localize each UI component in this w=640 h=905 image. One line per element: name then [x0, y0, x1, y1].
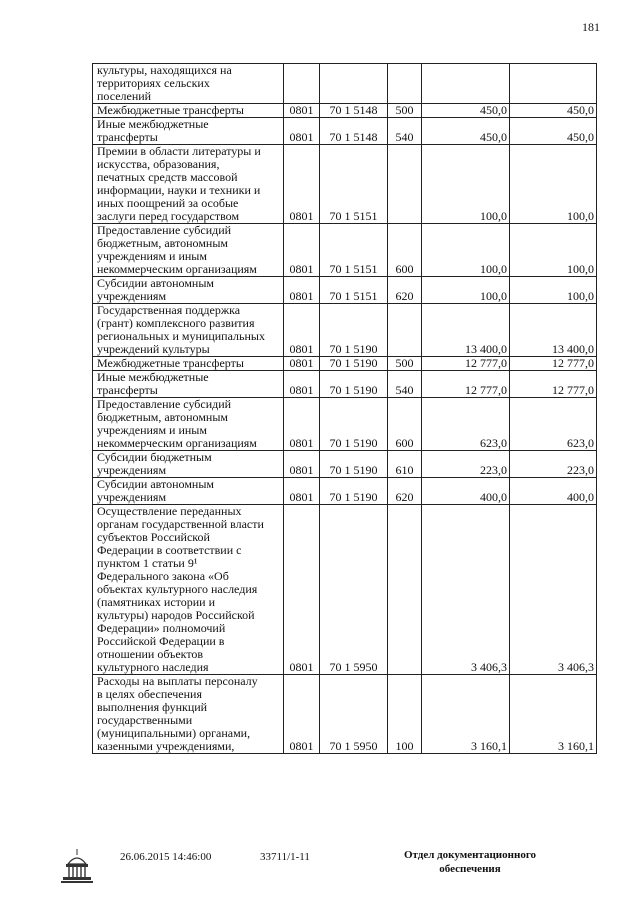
item-name-line: (муниципальными) органами, [97, 726, 251, 740]
item-name-line: органам государственной власти [97, 517, 264, 531]
target-article-cell: 70 1 5151 [320, 145, 388, 224]
duma-building-emblem-icon [60, 846, 94, 886]
amount-cell: 100,0 [422, 145, 510, 224]
amount-cell: 12 777,0 [422, 371, 510, 398]
expense-type-cell: 540 [388, 371, 422, 398]
footer-department [400, 848, 540, 876]
item-name-line: отношении объектов [97, 647, 204, 661]
section-code-cell: 0801 [284, 304, 320, 357]
table-row [93, 118, 597, 145]
amount-cell: 100,0 [422, 277, 510, 304]
item-name-line: казенными учреждениями, [97, 739, 235, 753]
amount-total-cell: 450,0 [510, 104, 597, 118]
amount-cell [422, 64, 510, 104]
expense-type-cell [388, 304, 422, 357]
item-name-line: региональных и муниципальных [97, 329, 265, 343]
item-name-line: Расходы на выплаты персоналу [97, 674, 258, 688]
section-code-cell: 0801 [284, 118, 320, 145]
amount-cell: 400,0 [422, 478, 510, 505]
page-number: 181 [582, 20, 600, 34]
item-name-cell [93, 104, 284, 118]
section-code-cell: 0801 [284, 277, 320, 304]
amount-cell: 623,0 [422, 398, 510, 451]
item-name-cell [93, 277, 284, 304]
amount-total-cell: 100,0 [510, 224, 597, 277]
item-name-cell [93, 64, 284, 104]
item-name-line: Осуществление переданных [97, 504, 242, 518]
table-row [93, 371, 597, 398]
item-name-line: выполнения функций [97, 700, 208, 714]
amount-total-cell: 100,0 [510, 277, 597, 304]
item-name-line: Государственная поддержка [97, 303, 241, 317]
item-name-line: Субсидии бюджетным [97, 450, 212, 464]
item-name-line: Межбюджетные трансферты [97, 356, 244, 370]
amount-cell: 13 400,0 [422, 304, 510, 357]
target-article-cell: 70 1 5151 [320, 224, 388, 277]
table-row [93, 224, 597, 277]
section-code-cell: 0801 [284, 371, 320, 398]
item-name-cell [93, 478, 284, 505]
item-name-line: учреждениям [97, 463, 167, 477]
item-name-line: информации, науки и техники и [97, 183, 261, 197]
amount-total-cell [510, 64, 597, 104]
item-name-line: учреждениям и иным [97, 423, 207, 437]
section-code-cell: 0801 [284, 675, 320, 754]
item-name-line: бюджетным, автономным [97, 236, 228, 250]
item-name-line: Иные межбюджетные [97, 117, 209, 131]
table-row [93, 398, 597, 451]
footer-dept-line1: Отдел документационного [403, 849, 537, 861]
expense-type-cell [388, 145, 422, 224]
item-name-line: некоммерческим организациям [97, 262, 257, 276]
section-code-cell: 0801 [284, 505, 320, 675]
expense-type-cell: 500 [388, 104, 422, 118]
expense-type-cell [388, 64, 422, 104]
expense-type-cell: 100 [388, 675, 422, 754]
item-name-cell [93, 398, 284, 451]
amount-total-cell: 13 400,0 [510, 304, 597, 357]
amount-cell: 3 406,3 [422, 505, 510, 675]
table-row [93, 277, 597, 304]
target-article-cell: 70 1 5190 [320, 451, 388, 478]
expense-type-cell: 620 [388, 478, 422, 505]
item-name-cell [93, 118, 284, 145]
item-name-cell [93, 451, 284, 478]
item-name-cell [93, 675, 284, 754]
item-name-line: учреждениям [97, 289, 167, 303]
item-name-line: территориях сельских [97, 76, 210, 90]
table-row [93, 64, 597, 104]
item-name-line: Федерации в соответствии с [97, 543, 242, 557]
item-name-line: государственными [97, 713, 193, 727]
item-name-cell [93, 145, 284, 224]
section-code-cell: 0801 [284, 478, 320, 505]
item-name-line: учреждений культуры [97, 342, 210, 356]
item-name-line: Предоставление субсидий [97, 397, 232, 411]
item-name-line: (памятниках истории и [97, 595, 216, 609]
item-name-line: культуры) народов Российской [97, 608, 255, 622]
item-name-line: трансферты [97, 383, 158, 397]
item-name-line: в целях обеспечения [97, 687, 202, 701]
table-row [93, 304, 597, 357]
footer-doc-number: 33711/1-11 [260, 851, 310, 863]
item-name-line: поселений [97, 89, 152, 103]
section-code-cell: 0801 [284, 104, 320, 118]
target-article-cell: 70 1 5950 [320, 505, 388, 675]
amount-total-cell: 100,0 [510, 145, 597, 224]
expense-type-cell: 600 [388, 398, 422, 451]
amount-total-cell: 450,0 [510, 118, 597, 145]
item-name-line: Предоставление субсидий [97, 223, 232, 237]
item-name-line: искусства, образования, [97, 157, 220, 171]
section-code-cell: 0801 [284, 398, 320, 451]
table-row [93, 505, 597, 675]
amount-total-cell: 3 160,1 [510, 675, 597, 754]
section-code-cell: 0801 [284, 145, 320, 224]
expense-type-cell: 540 [388, 118, 422, 145]
table-row [93, 145, 597, 224]
item-name-cell [93, 224, 284, 277]
target-article-cell: 70 1 5190 [320, 478, 388, 505]
target-article-cell: 70 1 5190 [320, 371, 388, 398]
item-name-line: Иные межбюджетные [97, 370, 209, 384]
item-name-line: культурного наследия [97, 660, 209, 674]
section-code-cell: 0801 [284, 451, 320, 478]
table-row [93, 451, 597, 478]
item-name-line: (грант) комплексного развития [97, 316, 255, 330]
item-name-line: бюджетным, автономным [97, 410, 228, 424]
item-name-cell [93, 371, 284, 398]
amount-total-cell: 400,0 [510, 478, 597, 505]
item-name-line: Субсидии автономным [97, 276, 214, 290]
target-article-cell: 70 1 5950 [320, 675, 388, 754]
item-name-line: объектах культурного наследия [97, 582, 258, 596]
amount-cell: 450,0 [422, 118, 510, 145]
footer-date: 26.06.2015 14:46:00 [120, 851, 212, 863]
amount-cell: 100,0 [422, 224, 510, 277]
item-name-line: заслуги перед государством [97, 209, 240, 223]
expense-type-cell: 620 [388, 277, 422, 304]
section-code-cell [284, 64, 320, 104]
item-name-line: некоммерческим организациям [97, 436, 257, 450]
budget-table [92, 63, 597, 754]
target-article-cell: 70 1 5148 [320, 118, 388, 145]
target-article-cell: 70 1 5151 [320, 277, 388, 304]
item-name-line: Российской Федерации в [97, 634, 225, 648]
item-name-cell [93, 505, 284, 675]
item-name-line: Премии в области литературы и [97, 144, 261, 158]
section-code-cell: 0801 [284, 224, 320, 277]
target-article-cell: 70 1 5190 [320, 398, 388, 451]
amount-total-cell: 3 406,3 [510, 505, 597, 675]
amount-total-cell: 12 777,0 [510, 357, 597, 371]
item-name-line: Федерального закона «Об [97, 569, 229, 583]
table-row [93, 357, 597, 371]
item-name-line: учреждениям и иным [97, 249, 207, 263]
section-code-cell: 0801 [284, 357, 320, 371]
item-name-line: пунктом 1 статьи 9¹ [97, 556, 198, 570]
item-name-cell [93, 357, 284, 371]
amount-cell: 12 777,0 [422, 357, 510, 371]
target-article-cell: 70 1 5190 [320, 357, 388, 371]
table-row [93, 675, 597, 754]
target-article-cell: 70 1 5148 [320, 104, 388, 118]
item-name-line: субъектов Российской [97, 530, 210, 544]
target-article-cell: 70 1 5190 [320, 304, 388, 357]
amount-total-cell: 223,0 [510, 451, 597, 478]
amount-cell: 450,0 [422, 104, 510, 118]
item-name-line: печатных средств массовой [97, 170, 238, 184]
table-row [93, 478, 597, 505]
amount-cell: 3 160,1 [422, 675, 510, 754]
expense-type-cell: 500 [388, 357, 422, 371]
item-name-line: Федерации» полномочий [97, 621, 226, 635]
item-name-line: культуры, находящихся на [97, 63, 232, 77]
target-article-cell [320, 64, 388, 104]
item-name-line: трансферты [97, 130, 158, 144]
expense-type-cell: 600 [388, 224, 422, 277]
item-name-line: иных поощрений за особые [97, 196, 239, 210]
amount-total-cell: 12 777,0 [510, 371, 597, 398]
item-name-line: Межбюджетные трансферты [97, 103, 244, 117]
item-name-cell [93, 304, 284, 357]
item-name-line: учреждениям [97, 490, 167, 504]
footer-dept-line2: обеспечения [439, 863, 501, 875]
expense-type-cell: 610 [388, 451, 422, 478]
budget-table-body [93, 64, 597, 754]
expense-type-cell [388, 505, 422, 675]
item-name-line: Субсидии автономным [97, 477, 214, 491]
amount-cell: 223,0 [422, 451, 510, 478]
table-row [93, 104, 597, 118]
amount-total-cell: 623,0 [510, 398, 597, 451]
